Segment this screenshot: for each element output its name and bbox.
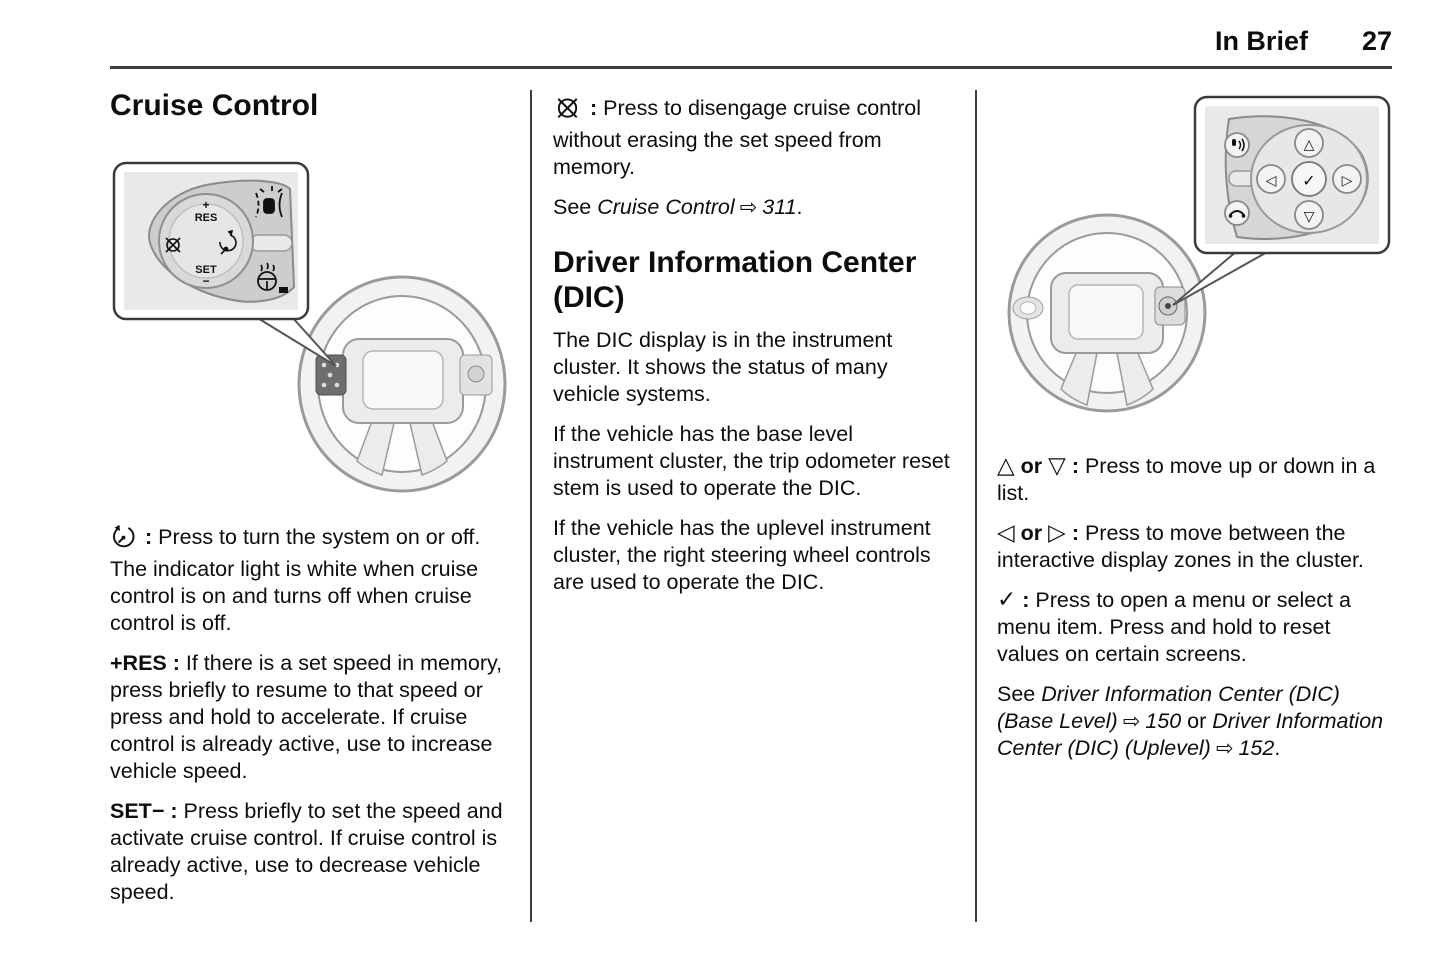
up-triangle-icon: △ (997, 453, 1015, 479)
page-header (110, 26, 1392, 57)
heading-dic: Driver Information Center (DIC) (553, 246, 917, 314)
para-text: Press to open a menu or select a menu item. Press and hold to reset values on certain screens. (997, 588, 1351, 666)
down-triangle-icon: ▽ (1303, 208, 1315, 224)
or-text: or (1014, 454, 1049, 478)
heading-cruise-control: Cruise Control (110, 89, 319, 122)
para-cancel (553, 94, 953, 181)
see-suffix: . (1274, 736, 1281, 760)
left-triangle-icon: ◁ (1265, 172, 1277, 188)
page-number: 27 (1361, 26, 1392, 56)
section-title: In Brief (1214, 26, 1308, 56)
column-cruise-control (110, 88, 512, 919)
set-minus-label: − (202, 274, 210, 288)
para-res (110, 650, 512, 785)
para-sep: : (139, 525, 159, 549)
up-triangle-icon: △ (1303, 136, 1315, 152)
para-dic-uplevel: If the vehicle has the uplevel instrument cluster, the right steering wheel controls are used to operate the DIC. (553, 516, 931, 594)
right-triangle-icon: ▷ (1048, 520, 1066, 546)
para-text: Press to move between the interactive display zones in the cluster. (997, 521, 1364, 572)
or-text: or (1181, 709, 1213, 733)
column-divider-1 (530, 90, 532, 922)
steering-wheel (299, 277, 505, 491)
para-sep: : (1065, 521, 1085, 545)
or-text: or (1014, 521, 1049, 545)
res-label: RES (194, 212, 218, 224)
para-sep: : (164, 799, 184, 823)
steering-wheel (1009, 215, 1205, 411)
see-prefix: See (997, 682, 1042, 706)
column-divider-2 (975, 90, 977, 922)
check-icon: ✓ (1302, 173, 1316, 190)
res-plus-label: + (202, 198, 210, 212)
para-sep: : (1016, 588, 1036, 612)
res-term: +RES (110, 651, 167, 675)
para-text: Press to move up or down in a list. (997, 454, 1376, 505)
para-dic-display: The DIC display is in the instrument cluster. It shows the status of many vehicle systems. (553, 328, 893, 406)
cross-reference-arrow-icon: ⇨ (1122, 709, 1141, 733)
see-ref-title-base: Driver Information Center (DIC) (Base Level) (997, 682, 1340, 733)
para-text: Press to disengage cruise control without erasing the set speed from memory. (553, 96, 922, 179)
see-ref-page: 311 (762, 195, 797, 219)
column-dic-controls (997, 88, 1393, 775)
para-text: If there is a set speed in memory, press briefly to resume to that speed or press and hold to accelerate. If cruise control is already active, use to increase vehicle speed. (110, 651, 503, 783)
cruise-control-illustration (110, 159, 510, 499)
para-set (110, 798, 512, 906)
dic-controls-illustration (997, 95, 1393, 417)
right-triangle-icon: ▷ (1341, 172, 1353, 188)
dic-controls-callout (1195, 97, 1389, 253)
set-term: SET− (110, 799, 165, 823)
para-updown (997, 453, 1393, 507)
cruise-on-off-icon (110, 523, 137, 556)
para-select (997, 587, 1393, 668)
see-ref-page-uplevel: 152 (1238, 736, 1275, 760)
see-prefix: See (553, 195, 598, 219)
para-sep: : (1065, 454, 1085, 478)
set-label: SET (195, 264, 217, 276)
cruise-controls-callout (114, 163, 308, 319)
para-leftright (997, 520, 1393, 574)
left-triangle-icon: ◁ (997, 520, 1015, 546)
see-suffix: . (796, 195, 803, 219)
see-ref-title-uplevel: Driver Information Center (DIC) (Uplevel) (997, 709, 1384, 760)
para-text: Press to turn the system on or off. The indicator light is white when cruise control is on and turns off when cruise control is off. (110, 525, 481, 635)
see-ref-page-base: 150 (1145, 709, 1182, 733)
see-ref-title: Cruise Control (597, 195, 735, 219)
see-reference-cruise (553, 194, 953, 221)
down-triangle-icon: ▽ (1048, 453, 1066, 479)
cross-reference-arrow-icon: ⇨ (1215, 736, 1234, 760)
para-sep: : (166, 651, 186, 675)
see-reference-dic (997, 681, 1393, 762)
check-icon: ✓ (997, 587, 1017, 613)
cancel-cruise-icon (553, 94, 582, 127)
column-dic (553, 88, 953, 609)
para-sep: : (584, 96, 604, 120)
cross-reference-arrow-icon: ⇨ (739, 195, 758, 219)
voice-button (1225, 133, 1249, 157)
para-dic-base: If the vehicle has the base level instrument cluster, the trip odometer reset stem is used to operate the DIC. (553, 422, 950, 500)
para-cruise-onoff (110, 523, 512, 637)
header-rule (110, 66, 1392, 69)
phone-button (1225, 201, 1249, 225)
para-text: Press briefly to set the speed and activate cruise control. If cruise control is already active, use to decrease vehicle speed. (110, 799, 503, 904)
